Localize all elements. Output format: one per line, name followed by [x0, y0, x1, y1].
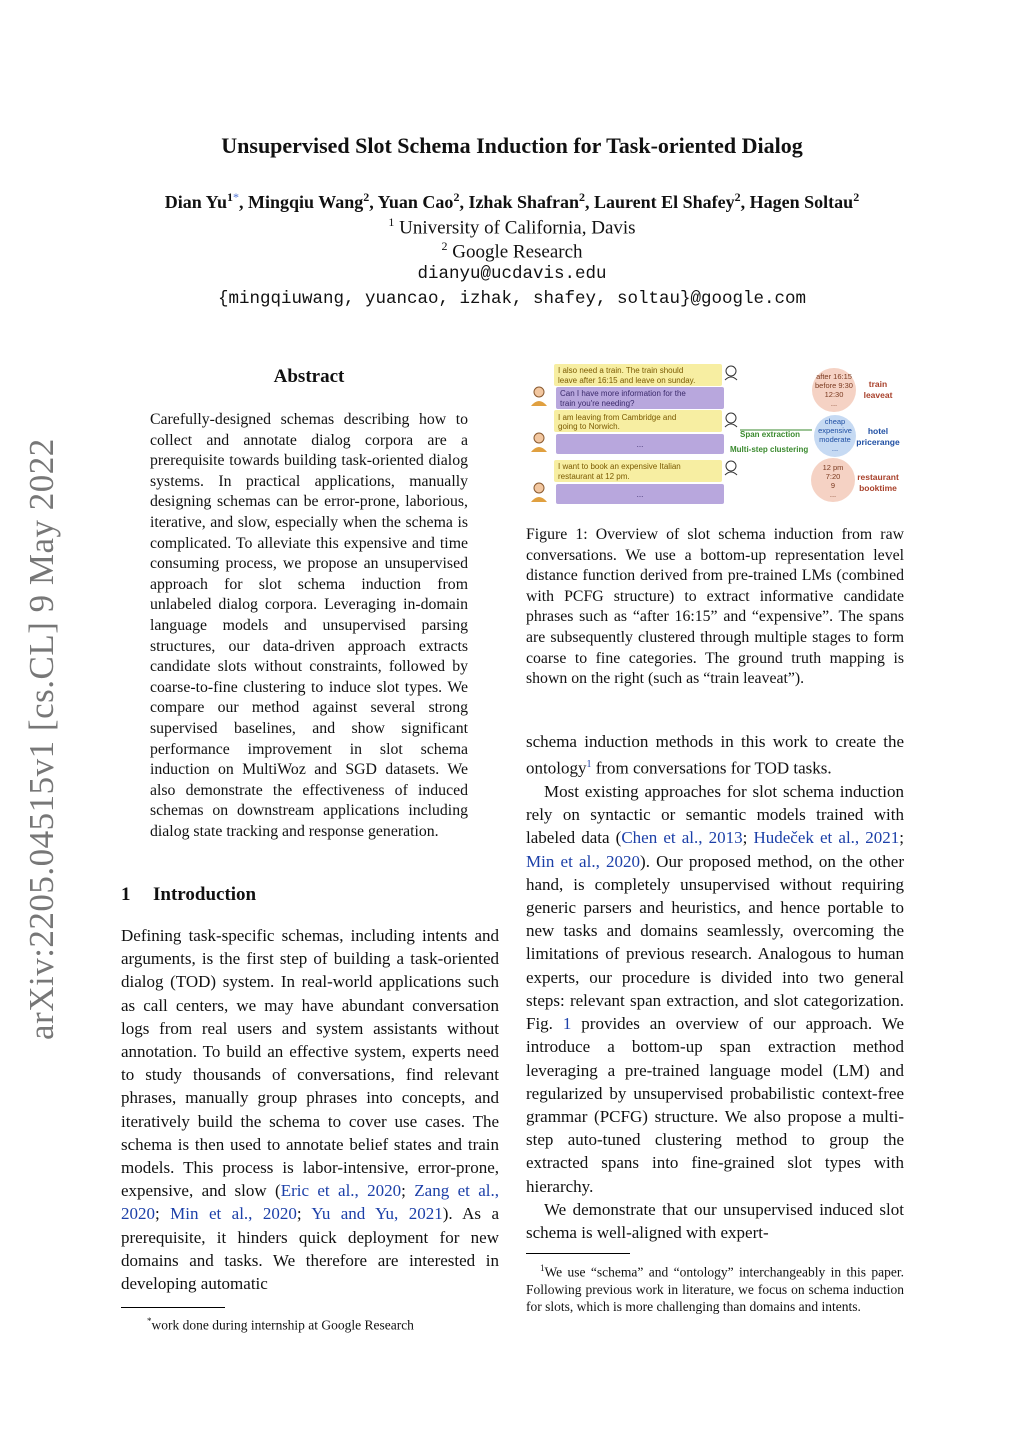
- citation-link[interactable]: Zang et al., 2020: [121, 1181, 499, 1224]
- intro-paragraph-3: [526, 780, 904, 1198]
- footnote-1: [526, 1260, 904, 1315]
- citation-link[interactable]: Yu and Yu, 2021: [311, 1204, 443, 1224]
- author-name: Mingqiu Wang: [248, 192, 364, 212]
- bubble-text: train you're needing?: [560, 399, 635, 408]
- intro-paragraph-2: [526, 730, 904, 780]
- cluster-value: after 16:15: [816, 372, 852, 381]
- slot-label: train: [868, 379, 888, 389]
- slot-label: booktime: [859, 483, 897, 493]
- author-name: Izhak Shafran: [468, 192, 579, 212]
- footnote-mark: *: [147, 1316, 152, 1326]
- slot-label: restaurant: [857, 472, 899, 482]
- affiliation-name: Google Research: [452, 241, 583, 263]
- email-1: dianyu@ucdavis.edu: [417, 264, 607, 284]
- text-run: ;: [296, 1204, 312, 1224]
- author-name: Hagen Soltau: [749, 192, 854, 212]
- arxiv-stamp: arXiv:2205.04515v1 [cs.CL] 9 May 2022: [22, 438, 61, 1040]
- user-avatar-icon: [531, 387, 547, 406]
- footnote-rule: [121, 1307, 225, 1308]
- text-run: ;: [742, 828, 754, 848]
- figure-graphic: [526, 362, 904, 512]
- figure-1: [526, 362, 904, 512]
- section-number: 1: [121, 884, 131, 905]
- footnote-star: [121, 1313, 499, 1334]
- abstract-heading: Abstract: [273, 366, 345, 387]
- abstract-text: Carefully-designed schemas describing how to collect and annotate dialog corpora are a prerequisite towards building task-oriented dialog systems. In practical applications, manually designing schemas can be error-prone, laborious, iterative, and slow, especially when the schema is complicated. To alleviate this expensive and time consuming process, we propose an unsupervised approach for slot schema induction from unlabeled dialog corpora. Leveraging in-domain language models and unsupervised parsing structures, our data-driven approach extracts candidate slots without constraints, followed by coarse-to-fine clustering to induce slot types. We compare our method against several strong supervised baselines, and show significant performance improvement in slot schema induction on MultiWoz and SGD datasets. We also demonstrate the effectiveness of induced schemas on downstream applications including dialog state tracking and response generation.: [150, 411, 468, 840]
- email-2: {mingqiuwang, yuancao, izhak, shafey, soltau}@google.com: [217, 289, 807, 309]
- agent-avatar-icon: [725, 366, 737, 380]
- figure-caption: Figure 1: Overview of slot schema induction from raw conversations. We use a bottom-up representation level distance function derived from pre-trained LMs (combined with PCFG structure) to extract informative candidate phrases such as “after 16:15” and “expensive”. The spans are subsequently clustered through multiple stages to form coarse to fine categories. The ground truth mapping is shown on the right (such as “train leaveat”).: [526, 526, 904, 688]
- user-avatar-icon: [531, 433, 547, 452]
- citation-link[interactable]: Min et al., 2020: [526, 851, 641, 871]
- agent-avatar-icon: [725, 461, 737, 475]
- footnote-rule: [526, 1253, 630, 1254]
- citation-link[interactable]: Chen et al., 2013: [621, 828, 743, 848]
- author-affiliation-mark: 1: [227, 190, 233, 204]
- section-heading-introduction: [121, 884, 256, 906]
- figure-ref-link[interactable]: 1: [562, 1014, 572, 1034]
- affiliation-1: [0, 215, 1024, 239]
- span-extraction-label: Span extraction: [740, 430, 801, 439]
- author-affiliation-mark: 2: [578, 190, 585, 204]
- bubble-text: going to Norwich.: [558, 422, 620, 431]
- text-run: Most existing approaches for slot schema induction rely on syntactic or semantic models trained with labeled data (: [526, 782, 904, 848]
- author-name: Yuan Cao: [377, 192, 454, 212]
- cluster-value: ...: [829, 490, 837, 499]
- affiliation-mark: 1: [388, 215, 395, 229]
- cluster-value: 12:30: [824, 390, 844, 399]
- affiliation-mark: 2: [441, 239, 448, 253]
- text-run: from conversations for TOD tasks.: [591, 758, 832, 778]
- bubble-text: I want to book an expensive Italian: [558, 462, 681, 471]
- text-run: ;: [155, 1204, 171, 1224]
- text-run: Defining task-specific schemas, including intents and arguments, is the first step of building a task-oriented dialog (TOD) system. In real-world applications such as call centers, we may have abundant conversation logs from real users and system assistants without annotation. To build an effective system, experts need to study thousands of conversations, find relevant phrases, manually group phrases into concepts, and iteratively build the schema to cover use cases. The schema is then used to annotate belief states and train models. This process is labor-intensive, error-prone, expensive, and slow (: [121, 926, 499, 1201]
- author-name: Dian Yu: [164, 192, 227, 212]
- section-title: Introduction: [153, 884, 257, 905]
- bubble-text: I am leaving from Cambridge and: [558, 413, 677, 422]
- bubble-text: ...: [636, 490, 644, 499]
- cluster-value: 7:20: [825, 472, 841, 481]
- cluster-value: moderate: [819, 435, 851, 444]
- author-affiliation-mark: 2: [734, 190, 741, 204]
- bubble-text: leave after 16:15 and leave on sunday.: [558, 376, 696, 385]
- author-footnote-mark: *: [233, 190, 239, 204]
- slot-label: leaveat: [863, 390, 893, 400]
- author-name: Laurent El Shafey: [593, 192, 735, 212]
- agent-avatar-icon: [725, 413, 737, 427]
- text-run: ;: [899, 828, 905, 848]
- slot-label: hotel: [867, 426, 889, 436]
- author-affiliation-mark: 2: [853, 190, 860, 204]
- left-column-text: [121, 924, 499, 1295]
- citation-link[interactable]: Eric et al., 2020: [280, 1181, 402, 1201]
- clustering-label: Multi-step clustering: [730, 445, 809, 454]
- citation-link[interactable]: Hudeček et al., 2021: [753, 828, 900, 848]
- intro-paragraph-4: We demonstrate that our unsupervised induced slot schema is well-aligned with expert-: [526, 1199, 904, 1242]
- text-run: ). As a prerequisite, it hinders quick deployment for new domains and tasks. We therefore are interested in developing automatic: [121, 1204, 499, 1294]
- bubble-text: Can I have more information for the: [560, 389, 686, 398]
- intro-paragraph-1: [121, 924, 499, 1295]
- citation-link[interactable]: Min et al., 2020: [170, 1204, 297, 1224]
- cluster-value: expensive: [818, 426, 852, 435]
- cluster-value: cheap: [824, 417, 846, 426]
- footnote-text: work done during internship at Google Research: [151, 1317, 414, 1333]
- cluster-value: before 9:30: [815, 381, 853, 390]
- author-list: Dian $Yu^{1*}$, Mingqiu Wang$^2$, Yuan Cao$^2$, Izhak Shafran$^2$, Laurent El Shafey$^2$, Hagen Soltau$^2$: [164, 190, 860, 212]
- affiliation-name: University of California, Davis: [399, 217, 636, 239]
- author-affiliation-mark: 2: [363, 190, 370, 204]
- user-avatar-icon: [531, 483, 547, 502]
- bubble-text: ...: [636, 440, 644, 449]
- text-run: ). Our proposed method, on the other hand, is completely unsupervised without requiring generic parsers and heuristics, and hence portable to new tasks and domains seamlessly, overcoming the limitations of previous research. Analogous to human experts, our procedure is divided into two general steps: relevant span extraction, and slot categorization. Fig.: [526, 851, 904, 1034]
- cluster-value: 9: [830, 481, 836, 490]
- cluster-value: ...: [830, 399, 838, 408]
- right-column-text: [526, 730, 904, 1244]
- text-run: provides an overview of our approach. We introduce a bottom-up span extraction method leveraging a pre-trained language model (LM) and regularized by unsupervised probabilistic context-free grammar (PCFG) structure. We also propose a multi-step auto-tuned clustering method to group the extracted spans into fine-grained slot types with hierarchy.: [526, 1014, 904, 1196]
- cluster-value: ...: [831, 444, 839, 453]
- text-run: schema induction methods in this work to create the ontology: [526, 732, 904, 778]
- footnote-mark: 1: [540, 1263, 545, 1273]
- text-run: ;: [401, 1181, 415, 1201]
- cluster-value: 12 pm: [822, 463, 844, 472]
- bubble-text: I also need a train. The train should: [558, 366, 684, 375]
- author-affiliation-mark: 2: [453, 190, 460, 204]
- footnote-ref-link[interactable]: 1: [586, 759, 592, 771]
- footnote-text: We use “schema” and “ontology” interchangeably in this paper. Following previous work in literature, we focus on schema induction for slots, which is more challenging than domains and intents.: [526, 1264, 904, 1314]
- paper-title: Unsupervised Slot Schema Induction for Task-oriented Dialog: [221, 133, 803, 158]
- bubble-text: restaurant at 12 pm.: [558, 472, 630, 481]
- slot-label: pricerange: [856, 437, 900, 447]
- affiliation-2: [0, 239, 1024, 263]
